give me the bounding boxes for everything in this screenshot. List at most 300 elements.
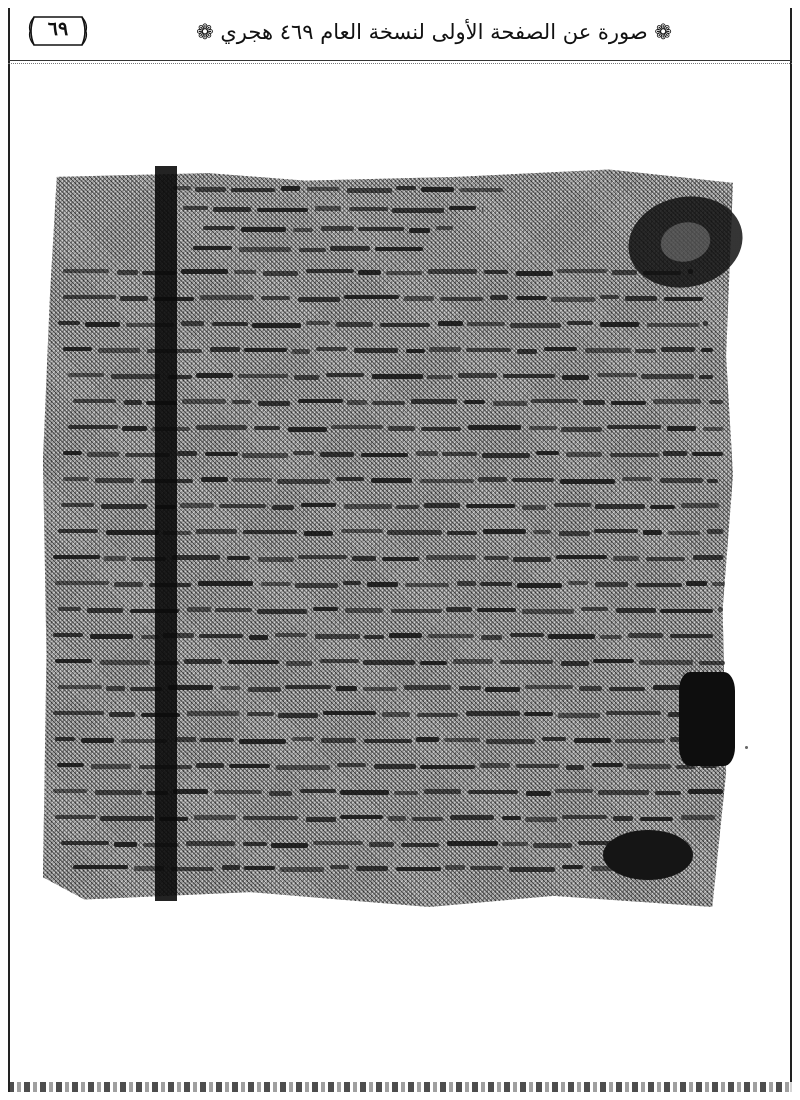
manuscript-stain-bottom [603,830,693,880]
manuscript-script-stroke [703,427,723,431]
manuscript-script-stroke [484,556,509,560]
manuscript-script-stroke [363,687,397,691]
manuscript-script-stroke [293,451,314,455]
manuscript-script-stroke [636,583,682,587]
manuscript-script-stroke [100,816,154,821]
manuscript-script-stroke [63,451,82,455]
manuscript-script-stroke [337,763,366,767]
manuscript-script-stroke [117,270,138,275]
manuscript-script-stroke [442,452,477,456]
manuscript-script-stroke [595,504,645,509]
manuscript-script-stroke [58,607,81,611]
manuscript-script-stroke [380,323,430,327]
manuscript-script-stroke [336,477,364,481]
manuscript-script-stroke [374,764,416,769]
manuscript-script-stroke [391,609,442,613]
manuscript-script-stroke [450,815,494,820]
manuscript-script-stroke [364,739,412,743]
manuscript-script-stroke [171,867,214,871]
manuscript-script-stroke [243,530,297,534]
manuscript-script-stroke [193,246,232,250]
manuscript-script-stroke [542,737,566,741]
manuscript-script-stroke [516,271,553,276]
manuscript-script-stroke [517,583,562,588]
manuscript-script-stroke [349,207,388,211]
manuscript-script-stroke [533,843,572,848]
manuscript-script-stroke [98,348,140,353]
manuscript-script-stroke [558,713,600,718]
manuscript-script-stroke [484,270,508,274]
manuscript-script-stroke [566,765,584,770]
manuscript-script-stroke [292,737,314,741]
manuscript-script-stroke [440,297,483,301]
manuscript-script-stroke [175,737,196,742]
manuscript-script-stroke [196,763,224,768]
manuscript-script-stroke [109,712,135,717]
manuscript-script-stroke [199,634,243,638]
manuscript-script-stroke [686,581,707,586]
manuscript-script-stroke [516,764,559,768]
manuscript-script-stroke [641,374,694,379]
manuscript-script-stroke [244,866,275,870]
manuscript-script-stroke [382,557,419,561]
manuscript-script-stroke [286,661,312,666]
manuscript-script-stroke [411,399,457,404]
manuscript-script-stroke [239,739,286,744]
manuscript-script-stroke [280,867,324,872]
manuscript-script-stroke [68,373,104,377]
manuscript-script-stroke [459,686,481,690]
manuscript-script-stroke [613,816,633,821]
manuscript-script-stroke [298,399,343,403]
manuscript-script-stroke [426,555,476,560]
manuscript-script-stroke [340,815,383,819]
manuscript-script-stroke [616,608,656,613]
manuscript-script-stroke [427,375,453,379]
manuscript-script-stroke [187,607,211,612]
manuscript-script-stroke [445,865,465,870]
manuscript-script-stroke [243,816,298,820]
manuscript-script-stroke [249,635,268,640]
manuscript-script-stroke [276,765,330,770]
manuscript-script-stroke [468,425,521,430]
manuscript-script-stroke [53,789,87,793]
manuscript-script-stroke [68,425,118,429]
manuscript-script-stroke [294,375,319,380]
page-title: ❁ صورة عن الصفحة الأولى لنسخة العام ٤٦٩ هجري ❁ [196,20,672,44]
page-bottom-border [8,1082,792,1092]
manuscript-script-stroke [609,687,645,691]
manuscript-binding-shadow [155,166,177,901]
manuscript-script-stroke [500,660,553,664]
manuscript-script-stroke [292,349,310,354]
manuscript-script-stroke [429,347,461,352]
manuscript-script-stroke [372,374,423,379]
manuscript-script-stroke [668,531,700,535]
manuscript-script-stroke [444,738,480,742]
manuscript-script-stroke [341,529,383,533]
manuscript-script-stroke [554,503,591,507]
manuscript-script-stroke [201,477,228,482]
manuscript-script-stroke [562,865,583,869]
manuscript-script-stroke [298,555,347,559]
manuscript-script-stroke [323,711,376,715]
manuscript-script-stroke [610,453,659,457]
manuscript-script-stroke [229,764,270,768]
manuscript-script-stroke [562,815,607,819]
manuscript-script-stroke [483,529,526,534]
manuscript-script-stroke [300,789,336,793]
manuscript-script-stroke [252,323,301,328]
manuscript-script-stroke [344,295,399,299]
manuscript-script-stroke [122,426,147,431]
manuscript-script-stroke [354,348,398,353]
manuscript-script-stroke [301,503,336,507]
manuscript-script-stroke [58,685,102,689]
manuscript-script-stroke [55,737,75,741]
manuscript-script-stroke [232,400,251,404]
manuscript-script-stroke [416,451,438,456]
manuscript-script-stroke [512,478,554,482]
manuscript-script-stroke [181,321,204,326]
page-number: ٦٩ [47,18,69,40]
manuscript-script-stroke [196,373,233,378]
manuscript-script-stroke [557,269,607,273]
manuscript-script-stroke [699,661,725,665]
manuscript-script-stroke [551,297,595,302]
manuscript-script-stroke [428,634,474,638]
manuscript-script-stroke [114,842,137,847]
header-divider-dotted [8,63,792,64]
manuscript-script-stroke [627,764,671,769]
manuscript-script-stroke [55,815,96,819]
manuscript-script-stroke [600,295,619,299]
manuscript-script-stroke [263,271,298,276]
manuscript-script-stroke [583,400,605,405]
manuscript-script-stroke [306,269,354,273]
manuscript-script-stroke [205,452,238,456]
manuscript-script-stroke [299,248,326,252]
manuscript-script-stroke [228,660,279,664]
manuscript-script-stroke [214,790,262,794]
manuscript-script-stroke [655,791,681,795]
manuscript-script-stroke [241,227,286,232]
manuscript-script-stroke [234,270,256,274]
manuscript-script-stroke [436,226,453,230]
manuscript-script-stroke [313,607,338,611]
manuscript-script-stroke [326,373,364,377]
manuscript-script-stroke [420,479,474,483]
manuscript-script-stroke [272,505,294,510]
manuscript-script-stroke [53,633,83,637]
manuscript-script-stroke [219,504,266,508]
manuscript-script-stroke [579,686,602,691]
manuscript-script-stroke [187,711,239,716]
manuscript-script-stroke [275,633,307,637]
manuscript-script-stroke [232,478,272,482]
manuscript-script-stroke [529,426,557,430]
manuscript-script-stroke [392,208,444,213]
manuscript-script-stroke [480,582,512,586]
manuscript-text-lines [43,162,733,907]
manuscript-script-stroke [493,401,527,406]
manuscript-script-stroke [307,187,339,191]
manuscript-script-stroke [525,817,557,822]
manuscript-script-stroke [269,791,292,796]
manuscript-script-stroke [387,530,442,535]
manuscript-script-stroke [464,400,485,404]
manuscript-script-stroke [53,555,100,559]
manuscript-script-stroke [490,295,508,300]
manuscript-script-stroke [628,633,663,638]
manuscript-script-stroke [404,296,434,301]
manuscript-script-stroke [242,453,288,458]
manuscript-script-stroke [200,295,254,300]
manuscript-script-stroke [347,188,392,193]
manuscript-script-stroke [467,322,505,326]
manuscript-script-stroke [91,764,131,769]
manuscript-script-stroke [288,427,327,432]
manuscript-script-stroke [485,687,520,692]
manuscript-script-stroke [315,206,341,211]
manuscript-script-stroke [212,322,248,326]
manuscript-script-stroke [615,739,665,743]
manuscript-script-stroke [258,557,294,562]
manuscript-script-stroke [703,321,708,326]
manuscript-script-stroke [625,296,657,301]
manuscript-script-stroke [585,348,631,353]
manuscript-script-stroke [369,842,394,847]
manuscript-script-stroke [555,789,593,793]
manuscript-script-stroke [417,713,458,717]
manuscript-script-stroke [606,711,661,715]
manuscript-script-stroke [61,503,94,507]
manuscript-script-stroke [466,711,520,716]
manuscript-script-stroke [574,738,611,743]
manuscript-script-stroke [449,206,476,210]
manuscript-script-stroke [298,297,340,302]
manuscript-script-stroke [63,477,89,481]
manuscript-script-stroke [63,347,92,351]
manuscript-script-stroke [424,789,461,794]
manuscript-script-stroke [643,530,662,535]
manuscript-script-stroke [183,206,208,210]
manuscript-script-stroke [581,607,608,611]
manuscript-script-stroke [320,452,354,457]
manuscript-script-stroke [460,188,503,192]
manuscript-script-stroke [182,399,226,404]
manuscript-script-stroke [340,790,389,795]
manuscript-script-stroke [386,271,422,275]
manuscript-script-stroke [701,348,713,352]
manuscript-script-stroke [502,842,528,846]
manuscript-script-stroke [611,401,646,405]
manuscript-script-stroke [420,661,447,665]
manuscript-script-stroke [363,660,415,665]
manuscript-script-stroke [124,400,142,405]
manuscript-script-stroke [640,817,673,821]
manuscript-script-stroke [306,817,336,822]
manuscript-script-stroke [688,789,723,794]
manuscript-script-stroke [533,530,551,534]
manuscript-script-stroke [306,321,330,325]
manuscript-script-stroke [343,581,361,585]
manuscript-script-stroke [622,477,652,481]
manuscript-script-stroke [100,660,150,665]
manuscript-script-stroke [447,841,498,846]
manuscript-script-stroke [510,323,561,328]
manuscript-script-stroke [356,866,388,871]
manuscript-script-stroke [186,841,235,846]
manuscript-script-stroke [200,738,234,742]
manuscript-image [43,162,733,907]
manuscript-script-stroke [389,633,422,638]
manuscript-script-stroke [394,791,418,795]
manuscript-script-stroke [361,453,408,457]
manuscript-script-stroke [372,401,405,405]
manuscript-script-stroke [277,479,330,484]
manuscript-script-stroke [482,207,483,212]
manuscript-script-stroke [531,399,578,403]
manuscript-script-stroke [653,399,701,404]
manuscript-script-stroke [257,609,307,614]
manuscript-script-stroke [681,815,715,820]
manuscript-script-stroke [556,555,607,559]
manuscript-script-stroke [344,504,392,509]
manuscript-script-stroke [681,503,719,508]
manuscript-script-stroke [595,582,628,587]
manuscript-script-stroke [345,608,383,613]
manuscript-script-stroke [517,349,537,354]
manuscript-script-stroke [331,425,383,429]
manuscript-script-stroke [707,529,723,534]
manuscript-script-stroke [173,789,208,794]
manuscript-script-stroke [85,322,120,327]
manuscript-script-stroke [63,295,116,299]
manuscript-script-stroke [406,349,425,353]
manuscript-script-stroke [405,583,449,587]
manuscript-script-stroke [73,865,128,869]
manuscript-script-stroke [592,763,623,767]
manuscript-script-stroke [561,661,589,666]
manuscript-script-stroke [613,556,639,561]
manuscript-script-stroke [58,321,80,325]
manuscript-script-stroke [358,227,404,231]
manuscript-script-stroke [477,608,516,612]
manuscript-script-stroke [320,659,359,663]
page-mark-dot [745,746,748,749]
manuscript-script-stroke [447,531,477,535]
manuscript-script-stroke [600,322,639,327]
manuscript-script-stroke [367,582,398,587]
manuscript-script-stroke [421,187,454,192]
page-header [8,12,792,58]
manuscript-script-stroke [220,686,240,690]
manuscript-script-stroke [313,841,363,845]
manuscript-script-stroke [248,687,281,692]
manuscript-script-stroke [55,659,92,663]
manuscript-script-stroke [661,347,695,352]
manuscript-script-stroke [639,660,693,665]
manuscript-script-stroke [424,503,460,508]
manuscript-script-stroke [692,452,723,456]
manuscript-script-stroke [330,865,349,869]
manuscript-script-stroke [647,323,699,327]
manuscript-script-stroke [667,426,696,431]
manuscript-script-stroke [180,503,214,508]
manuscript-script-stroke [396,186,416,190]
manuscript-script-stroke [536,451,559,455]
manuscript-script-stroke [470,866,503,870]
manuscript-script-stroke [336,322,373,327]
manuscript-script-stroke [304,531,333,536]
manuscript-script-stroke [375,247,423,251]
manuscript-script-stroke [293,228,313,232]
manuscript-script-stroke [61,841,109,845]
manuscript-script-stroke [258,401,290,406]
manuscript-script-stroke [285,685,331,689]
manuscript-script-stroke [416,737,439,742]
manuscript-script-stroke [522,609,574,614]
manuscript-script-stroke [90,634,133,639]
manuscript-script-stroke [106,686,125,691]
manuscript-script-stroke [213,207,251,212]
manuscript-script-stroke [81,738,114,743]
manuscript-script-stroke [177,451,197,456]
manuscript-script-stroke [239,247,291,252]
manuscript-script-stroke [316,347,347,351]
manuscript-script-stroke [53,711,104,715]
manuscript-script-stroke [57,763,84,767]
manuscript-script-stroke [396,505,419,509]
manuscript-script-stroke [364,635,384,639]
manuscript-script-stroke [516,296,547,300]
manuscript-script-stroke [446,607,472,612]
manuscript-script-stroke [222,865,240,870]
manuscript-script-stroke [478,477,507,482]
manuscript-script-stroke [87,452,119,457]
manuscript-script-stroke [428,269,477,274]
manuscript-script-stroke [660,609,713,613]
manuscript-script-stroke [371,478,412,483]
manuscript-script-stroke [114,582,143,587]
manuscript-script-stroke [612,270,637,275]
manuscript-script-stroke [358,270,381,275]
manuscript-script-stroke [63,269,109,273]
manuscript-script-stroke [244,348,287,352]
manuscript-script-stroke [503,374,555,378]
manuscript-script-stroke [401,843,439,847]
manuscript-script-stroke [101,504,147,509]
manuscript-script-stroke [111,374,160,379]
manuscript-script-stroke [404,685,451,690]
manuscript-script-stroke [707,479,718,483]
manuscript-script-stroke [597,373,637,377]
manuscript-script-stroke [548,634,595,639]
manuscript-script-stroke [568,581,588,585]
manuscript-script-stroke [561,427,602,432]
manuscript-script-stroke [336,686,357,691]
manuscript-script-stroke [295,583,338,588]
manuscript-script-stroke [522,505,546,510]
manuscript-script-stroke [486,739,535,744]
manuscript-script-stroke [420,765,475,769]
manuscript-script-stroke [646,557,685,561]
manuscript-script-stroke [664,297,703,301]
manuscript-script-stroke [566,452,602,457]
manuscript-script-stroke [600,635,622,639]
manuscript-script-stroke [184,659,222,664]
